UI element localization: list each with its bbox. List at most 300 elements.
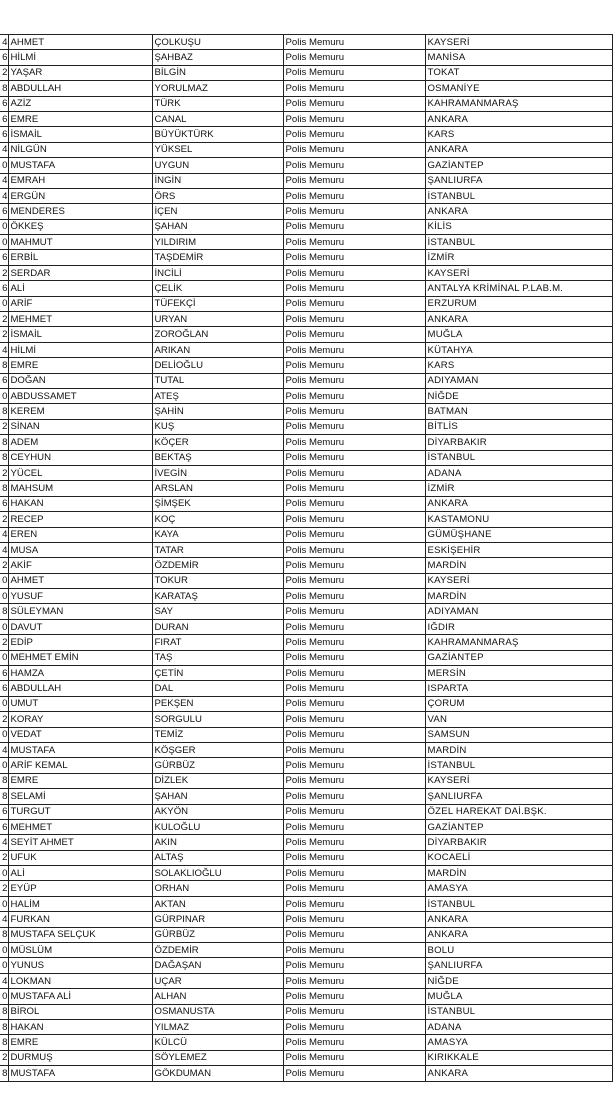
first-name-cell: MÜSLÜM	[8, 943, 152, 958]
row-number-fragment: 2	[0, 465, 8, 480]
last-name-cell: TAŞDEMİR	[152, 250, 283, 265]
last-name-cell: GÜRBÜZ	[152, 927, 283, 942]
last-name-cell: ŞAHİN	[152, 404, 283, 419]
rank-cell: Polis Memuru	[283, 281, 425, 296]
last-name-cell: DELİOĞLU	[152, 358, 283, 373]
table-row	[0, 96, 612, 111]
first-name-cell: EYÜP	[8, 881, 152, 896]
first-name-cell: MUSTAFA SELÇUK	[8, 927, 152, 942]
last-name-cell: UYGUN	[152, 158, 283, 173]
table-row	[0, 881, 612, 896]
city-cell: ADIYAMAN	[425, 373, 612, 388]
table-row	[0, 50, 612, 65]
last-name-cell: YILMAZ	[152, 1020, 283, 1035]
table-row	[0, 1035, 612, 1050]
last-name-cell: İÇEN	[152, 204, 283, 219]
row-number-fragment: 6	[0, 96, 8, 111]
last-name-cell: ATEŞ	[152, 388, 283, 403]
rank-cell: Polis Memuru	[283, 819, 425, 834]
first-name-cell: MEHMET EMİN	[8, 650, 152, 665]
last-name-cell: URYAN	[152, 312, 283, 327]
row-number-fragment: 6	[0, 681, 8, 696]
first-name-cell: SİNAN	[8, 419, 152, 434]
last-name-cell: ZOROĞLAN	[152, 327, 283, 342]
city-cell: MANİSA	[425, 50, 612, 65]
first-name-cell: MEHMET	[8, 312, 152, 327]
table-row	[0, 204, 612, 219]
first-name-cell: MEHMET	[8, 819, 152, 834]
city-cell: KOCAELİ	[425, 850, 612, 865]
table-row	[0, 419, 612, 434]
table-row	[0, 773, 612, 788]
row-number-fragment: 8	[0, 1035, 8, 1050]
last-name-cell: ÇETİN	[152, 666, 283, 681]
table-row	[0, 789, 612, 804]
table-row	[0, 712, 612, 727]
row-number-fragment: 6	[0, 373, 8, 388]
first-name-cell: ARİF	[8, 296, 152, 311]
row-number-fragment: 0	[0, 989, 8, 1004]
table-row	[0, 573, 612, 588]
table-row	[0, 404, 612, 419]
table-row	[0, 435, 612, 450]
first-name-cell: EMRAH	[8, 173, 152, 188]
city-cell: ANKARA	[425, 142, 612, 157]
rank-cell: Polis Memuru	[283, 896, 425, 911]
row-number-fragment: 0	[0, 727, 8, 742]
rank-cell: Polis Memuru	[283, 111, 425, 126]
city-cell: MUĞLA	[425, 989, 612, 1004]
row-number-fragment: 4	[0, 542, 8, 557]
rank-cell: Polis Memuru	[283, 635, 425, 650]
city-cell: VAN	[425, 712, 612, 727]
city-cell: MERSİN	[425, 666, 612, 681]
city-cell: ÇORUM	[425, 696, 612, 711]
last-name-cell: ÖZDEMİR	[152, 943, 283, 958]
first-name-cell: YUNUS	[8, 958, 152, 973]
table-row	[0, 342, 612, 357]
city-cell: KAYSERİ	[425, 573, 612, 588]
city-cell: KAYSERİ	[425, 265, 612, 280]
city-cell: KIRIKKALE	[425, 1050, 612, 1065]
rank-cell: Polis Memuru	[283, 1020, 425, 1035]
first-name-cell: HALİM	[8, 896, 152, 911]
city-cell: MUĞLA	[425, 327, 612, 342]
table-row	[0, 1066, 612, 1081]
row-number-fragment: 2	[0, 881, 8, 896]
rank-cell: Polis Memuru	[283, 481, 425, 496]
row-number-fragment: 6	[0, 281, 8, 296]
first-name-cell: AKİF	[8, 558, 152, 573]
last-name-cell: DURAN	[152, 619, 283, 634]
last-name-cell: GÖKDUMAN	[152, 1066, 283, 1081]
rank-cell: Polis Memuru	[283, 219, 425, 234]
table-row	[0, 558, 612, 573]
city-cell: ŞANLIURFA	[425, 173, 612, 188]
first-name-cell: LOKMAN	[8, 973, 152, 988]
table-row	[0, 65, 612, 80]
city-cell: KÜTAHYA	[425, 342, 612, 357]
table-row	[0, 958, 612, 973]
first-name-cell: UFUK	[8, 850, 152, 865]
first-name-cell: EMRE	[8, 358, 152, 373]
city-cell: İSTANBUL	[425, 896, 612, 911]
table-row	[0, 989, 612, 1004]
table-row	[0, 158, 612, 173]
first-name-cell: CEYHUN	[8, 450, 152, 465]
city-cell: İZMİR	[425, 250, 612, 265]
table-row	[0, 111, 612, 126]
first-name-cell: EMRE	[8, 111, 152, 126]
last-name-cell: YORULMAZ	[152, 81, 283, 96]
table-row	[0, 527, 612, 542]
last-name-cell: BEKTAŞ	[152, 450, 283, 465]
first-name-cell: SÜLEYMAN	[8, 604, 152, 619]
rank-cell: Polis Memuru	[283, 81, 425, 96]
row-number-fragment: 4	[0, 527, 8, 542]
table-row	[0, 327, 612, 342]
row-number-fragment: 0	[0, 619, 8, 634]
row-number-fragment: 4	[0, 188, 8, 203]
rank-cell: Polis Memuru	[283, 681, 425, 696]
first-name-cell: HAMZA	[8, 666, 152, 681]
first-name-cell: MUSTAFA	[8, 1066, 152, 1081]
rank-cell: Polis Memuru	[283, 558, 425, 573]
rank-cell: Polis Memuru	[283, 927, 425, 942]
rank-cell: Polis Memuru	[283, 235, 425, 250]
rank-cell: Polis Memuru	[283, 542, 425, 557]
row-number-fragment: 0	[0, 958, 8, 973]
rank-cell: Polis Memuru	[283, 158, 425, 173]
row-number-fragment: 6	[0, 666, 8, 681]
last-name-cell: AKIN	[152, 835, 283, 850]
last-name-cell: KÜLCÜ	[152, 1035, 283, 1050]
table-row	[0, 1050, 612, 1065]
city-cell: GAZİANTEP	[425, 819, 612, 834]
rank-cell: Polis Memuru	[283, 465, 425, 480]
last-name-cell: TÜRK	[152, 96, 283, 111]
table-row	[0, 666, 612, 681]
rank-cell: Polis Memuru	[283, 589, 425, 604]
table-row	[0, 388, 612, 403]
table-row	[0, 1004, 612, 1019]
city-cell: GÜMÜŞHANE	[425, 527, 612, 542]
table-row	[0, 450, 612, 465]
table-row	[0, 742, 612, 757]
last-name-cell: ÖRS	[152, 188, 283, 203]
personnel-table-body	[0, 35, 612, 1082]
last-name-cell: YILDIRIM	[152, 235, 283, 250]
rank-cell: Polis Memuru	[283, 250, 425, 265]
table-row	[0, 373, 612, 388]
first-name-cell: ERBİL	[8, 250, 152, 265]
table-row	[0, 927, 612, 942]
last-name-cell: TAŞ	[152, 650, 283, 665]
table-row	[0, 173, 612, 188]
first-name-cell: KEREM	[8, 404, 152, 419]
city-cell: MARDİN	[425, 589, 612, 604]
city-cell: AMASYA	[425, 881, 612, 896]
row-number-fragment: 2	[0, 635, 8, 650]
first-name-cell: YÜCEL	[8, 465, 152, 480]
last-name-cell: ORHAN	[152, 881, 283, 896]
rank-cell: Polis Memuru	[283, 604, 425, 619]
rank-cell: Polis Memuru	[283, 881, 425, 896]
table-row	[0, 804, 612, 819]
rank-cell: Polis Memuru	[283, 342, 425, 357]
city-cell: NİĞDE	[425, 388, 612, 403]
table-row	[0, 650, 612, 665]
rank-cell: Polis Memuru	[283, 1066, 425, 1081]
table-row	[0, 235, 612, 250]
last-name-cell: ŞAHBAZ	[152, 50, 283, 65]
row-number-fragment: 8	[0, 1020, 8, 1035]
first-name-cell: ARİF KEMAL	[8, 758, 152, 773]
city-cell: KAYSERİ	[425, 773, 612, 788]
table-row	[0, 973, 612, 988]
row-number-fragment: 6	[0, 804, 8, 819]
row-number-fragment: 8	[0, 604, 8, 619]
last-name-cell: ŞAHAN	[152, 219, 283, 234]
row-number-fragment: 0	[0, 296, 8, 311]
first-name-cell: SEYİT AHMET	[8, 835, 152, 850]
last-name-cell: ALTAŞ	[152, 850, 283, 865]
rank-cell: Polis Memuru	[283, 650, 425, 665]
table-row	[0, 219, 612, 234]
first-name-cell: RECEP	[8, 512, 152, 527]
row-number-fragment: 0	[0, 589, 8, 604]
city-cell: SAMSUN	[425, 727, 612, 742]
first-name-cell: İSMAİL	[8, 127, 152, 142]
last-name-cell: TOKUR	[152, 573, 283, 588]
rank-cell: Polis Memuru	[283, 742, 425, 757]
rank-cell: Polis Memuru	[283, 727, 425, 742]
table-row	[0, 696, 612, 711]
first-name-cell: SERDAR	[8, 265, 152, 280]
city-cell: ISPARTA	[425, 681, 612, 696]
first-name-cell: TURGUT	[8, 804, 152, 819]
last-name-cell: ÇELİK	[152, 281, 283, 296]
city-cell: MARDİN	[425, 558, 612, 573]
city-cell: DİYARBAKIR	[425, 835, 612, 850]
rank-cell: Polis Memuru	[283, 666, 425, 681]
row-number-fragment: 2	[0, 419, 8, 434]
city-cell: ANKARA	[425, 496, 612, 511]
rank-cell: Polis Memuru	[283, 204, 425, 219]
row-number-fragment: 6	[0, 111, 8, 126]
table-row	[0, 250, 612, 265]
city-cell: MARDİN	[425, 866, 612, 881]
table-row	[0, 358, 612, 373]
row-number-fragment: 2	[0, 850, 8, 865]
last-name-cell: ÖZDEMİR	[152, 558, 283, 573]
table-row	[0, 542, 612, 557]
row-number-fragment: 8	[0, 773, 8, 788]
city-cell: ERZURUM	[425, 296, 612, 311]
city-cell: ADIYAMAN	[425, 604, 612, 619]
city-cell: OSMANİYE	[425, 81, 612, 96]
rank-cell: Polis Memuru	[283, 50, 425, 65]
first-name-cell: MUSTAFA ALİ	[8, 989, 152, 1004]
row-number-fragment: 0	[0, 158, 8, 173]
row-number-fragment: 0	[0, 758, 8, 773]
row-number-fragment: 6	[0, 496, 8, 511]
row-number-fragment: 2	[0, 512, 8, 527]
first-name-cell: MUSA	[8, 542, 152, 557]
city-cell: ŞANLIURFA	[425, 789, 612, 804]
last-name-cell: GÜRPINAR	[152, 912, 283, 927]
first-name-cell: ALİ	[8, 866, 152, 881]
city-cell: KAHRAMANMARAŞ	[425, 96, 612, 111]
city-cell: ANTALYA KRİMİNAL P.LAB.M.	[425, 281, 612, 296]
last-name-cell: PEKŞEN	[152, 696, 283, 711]
city-cell: İSTANBUL	[425, 188, 612, 203]
row-number-fragment: 2	[0, 265, 8, 280]
table-row	[0, 912, 612, 927]
last-name-cell: SORGULU	[152, 712, 283, 727]
first-name-cell: ABDULLAH	[8, 81, 152, 96]
table-row	[0, 312, 612, 327]
last-name-cell: KÖÇER	[152, 435, 283, 450]
last-name-cell: FIRAT	[152, 635, 283, 650]
last-name-cell: DAĞAŞAN	[152, 958, 283, 973]
city-cell: ÖZEL HAREKAT DAİ.BŞK.	[425, 804, 612, 819]
rank-cell: Polis Memuru	[283, 758, 425, 773]
rank-cell: Polis Memuru	[283, 958, 425, 973]
first-name-cell: EDİP	[8, 635, 152, 650]
rank-cell: Polis Memuru	[283, 296, 425, 311]
first-name-cell: AZİZ	[8, 96, 152, 111]
table-row	[0, 681, 612, 696]
last-name-cell: CANAL	[152, 111, 283, 126]
row-number-fragment: 2	[0, 712, 8, 727]
rank-cell: Polis Memuru	[283, 142, 425, 157]
table-row	[0, 512, 612, 527]
last-name-cell: UÇAR	[152, 973, 283, 988]
last-name-cell: KÖŞGER	[152, 742, 283, 757]
rank-cell: Polis Memuru	[283, 450, 425, 465]
last-name-cell: ARIKAN	[152, 342, 283, 357]
last-name-cell: KULOĞLU	[152, 819, 283, 834]
last-name-cell: SOLAKLIOĞLU	[152, 866, 283, 881]
row-number-fragment: 4	[0, 142, 8, 157]
rank-cell: Polis Memuru	[283, 973, 425, 988]
rank-cell: Polis Memuru	[283, 327, 425, 342]
rank-cell: Polis Memuru	[283, 866, 425, 881]
row-number-fragment: 4	[0, 835, 8, 850]
row-number-fragment: 8	[0, 81, 8, 96]
first-name-cell: BİROL	[8, 1004, 152, 1019]
row-number-fragment: 0	[0, 943, 8, 958]
last-name-cell: BÜYÜKTÜRK	[152, 127, 283, 142]
table-row	[0, 35, 612, 50]
last-name-cell: İNGİN	[152, 173, 283, 188]
rank-cell: Polis Memuru	[283, 65, 425, 80]
row-number-fragment: 4	[0, 742, 8, 757]
city-cell: ANKARA	[425, 1066, 612, 1081]
last-name-cell: ÇOLKUŞU	[152, 35, 283, 50]
city-cell: BATMAN	[425, 404, 612, 419]
row-number-fragment: 8	[0, 1004, 8, 1019]
last-name-cell: ŞİMŞEK	[152, 496, 283, 511]
city-cell: NİĞDE	[425, 973, 612, 988]
first-name-cell: SELAMİ	[8, 789, 152, 804]
row-number-fragment: 2	[0, 1050, 8, 1065]
rank-cell: Polis Memuru	[283, 1004, 425, 1019]
table-row	[0, 727, 612, 742]
rank-cell: Polis Memuru	[283, 496, 425, 511]
rank-cell: Polis Memuru	[283, 358, 425, 373]
row-number-fragment: 8	[0, 789, 8, 804]
row-number-fragment: 0	[0, 219, 8, 234]
city-cell: ANKARA	[425, 927, 612, 942]
rank-cell: Polis Memuru	[283, 265, 425, 280]
city-cell: IĞDIR	[425, 619, 612, 634]
city-cell: İSTANBUL	[425, 1004, 612, 1019]
city-cell: DİYARBAKIR	[425, 435, 612, 450]
rank-cell: Polis Memuru	[283, 943, 425, 958]
city-cell: KAHRAMANMARAŞ	[425, 635, 612, 650]
rank-cell: Polis Memuru	[283, 989, 425, 1004]
table-row	[0, 943, 612, 958]
first-name-cell: KORAY	[8, 712, 152, 727]
first-name-cell: AHMET	[8, 35, 152, 50]
rank-cell: Polis Memuru	[283, 404, 425, 419]
first-name-cell: AHMET	[8, 573, 152, 588]
rank-cell: Polis Memuru	[283, 312, 425, 327]
first-name-cell: YAŞAR	[8, 65, 152, 80]
rank-cell: Polis Memuru	[283, 527, 425, 542]
row-number-fragment: 6	[0, 50, 8, 65]
rank-cell: Polis Memuru	[283, 435, 425, 450]
last-name-cell: İVEGİN	[152, 465, 283, 480]
city-cell: İSTANBUL	[425, 758, 612, 773]
table-row	[0, 1020, 612, 1035]
rank-cell: Polis Memuru	[283, 619, 425, 634]
table-row	[0, 619, 612, 634]
row-number-fragment: 6	[0, 250, 8, 265]
last-name-cell: TATAR	[152, 542, 283, 557]
table-row	[0, 850, 612, 865]
last-name-cell: ŞAHAN	[152, 789, 283, 804]
first-name-cell: ALİ	[8, 281, 152, 296]
row-number-fragment: 8	[0, 481, 8, 496]
city-cell: ANKARA	[425, 912, 612, 927]
last-name-cell: SAY	[152, 604, 283, 619]
first-name-cell: MUSTAFA	[8, 158, 152, 173]
table-row	[0, 896, 612, 911]
table-row	[0, 496, 612, 511]
city-cell: BOLU	[425, 943, 612, 958]
last-name-cell: ARSLAN	[152, 481, 283, 496]
row-number-fragment: 8	[0, 435, 8, 450]
table-row	[0, 758, 612, 773]
first-name-cell: MUSTAFA	[8, 742, 152, 757]
last-name-cell: KOÇ	[152, 512, 283, 527]
rank-cell: Polis Memuru	[283, 696, 425, 711]
table-row	[0, 635, 612, 650]
row-number-fragment: 6	[0, 127, 8, 142]
first-name-cell: MAHMUT	[8, 235, 152, 250]
row-number-fragment: 4	[0, 912, 8, 927]
rank-cell: Polis Memuru	[283, 188, 425, 203]
rank-cell: Polis Memuru	[283, 773, 425, 788]
personnel-list-sheet	[0, 34, 612, 1082]
last-name-cell: KAYA	[152, 527, 283, 542]
first-name-cell: MENDERES	[8, 204, 152, 219]
table-row	[0, 281, 612, 296]
table-row	[0, 819, 612, 834]
